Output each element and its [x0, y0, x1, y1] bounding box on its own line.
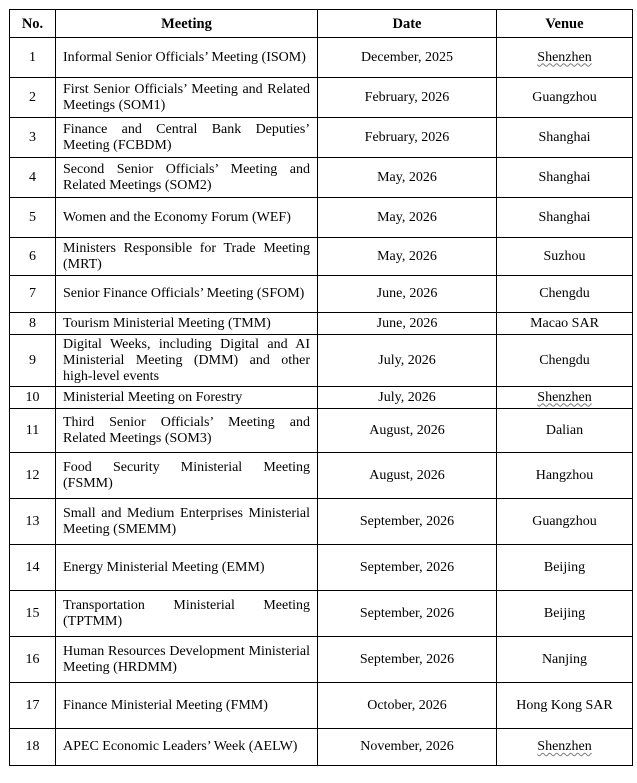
meeting-venue: [497, 238, 633, 276]
meeting-name: Transportation Ministerial Meeting (TPTMM): [56, 591, 318, 637]
meeting-name: Informal Senior Officials’ Meeting (ISOM): [56, 38, 318, 78]
venue-text: Macao SAR: [530, 315, 599, 331]
row-number: 5: [10, 198, 56, 238]
meeting-name: Human Resources Development Ministerial Meeting (HRDMM): [56, 637, 318, 683]
table-row: [10, 198, 633, 238]
row-number: 17: [10, 683, 56, 729]
meeting-venue: [497, 38, 633, 78]
header-meeting: Meeting: [56, 10, 318, 38]
meeting-name: Digital Weeks, including Digital and AI Ministerial Meeting (DMM) and other high-level events: [56, 335, 318, 387]
row-number: 13: [10, 499, 56, 545]
meeting-name: Third Senior Officials’ Meeting and Related Meetings (SOM3): [56, 409, 318, 453]
venue-text: Nanjing: [541, 651, 588, 667]
meeting-date: May, 2026: [318, 158, 497, 198]
table-row: [10, 335, 633, 387]
meeting-name: APEC Economic Leaders’ Week (AELW): [56, 729, 318, 766]
meeting-date: November, 2026: [318, 729, 497, 766]
row-number: 4: [10, 158, 56, 198]
meeting-date: June, 2026: [318, 276, 497, 313]
meeting-date: October, 2026: [318, 683, 497, 729]
venue-text: Chengdu: [539, 286, 590, 301]
meeting-date: February, 2026: [318, 118, 497, 158]
venue-text: Shenzhen: [537, 739, 592, 754]
table-row: [10, 545, 633, 591]
row-number: 2: [10, 78, 56, 118]
venue-text: Guangzhou: [532, 513, 597, 529]
meeting-name: Ministers Responsible for Trade Meeting (MRT): [56, 238, 318, 276]
row-number: 11: [10, 409, 56, 453]
meeting-date: May, 2026: [318, 198, 497, 238]
table-row: [10, 38, 633, 78]
header-row: [10, 10, 633, 38]
row-number: 14: [10, 545, 56, 591]
meeting-venue: [497, 313, 633, 335]
venue-text: Shanghai: [538, 169, 591, 185]
row-number: 1: [10, 38, 56, 78]
venue-text: Shanghai: [538, 129, 591, 145]
meeting-date: February, 2026: [318, 78, 497, 118]
meeting-venue: [497, 729, 633, 766]
meeting-venue: [497, 276, 633, 313]
meeting-venue: [497, 409, 633, 453]
table-row: [10, 453, 633, 499]
meeting-name: Women and the Economy Forum (WEF): [56, 198, 318, 238]
meeting-venue: [497, 683, 633, 729]
table-row: [10, 313, 633, 335]
meeting-date: May, 2026: [318, 238, 497, 276]
meeting-venue: [497, 118, 633, 158]
meeting-venue: [497, 78, 633, 118]
row-number: 18: [10, 729, 56, 766]
venue-text: Dalian: [545, 422, 584, 438]
meeting-name: Ministerial Meeting on Forestry: [56, 387, 318, 409]
table-row: [10, 499, 633, 545]
meeting-venue: [497, 637, 633, 683]
meetings-table: [9, 9, 633, 766]
table-row: [10, 78, 633, 118]
meeting-date: June, 2026: [318, 313, 497, 335]
meeting-date: September, 2026: [318, 545, 497, 591]
venue-text: Guangzhou: [532, 89, 597, 105]
meeting-name: Tourism Ministerial Meeting (TMM): [56, 313, 318, 335]
venue-text: Hangzhou: [535, 467, 594, 483]
meeting-venue: [497, 158, 633, 198]
meeting-date: September, 2026: [318, 591, 497, 637]
table-row: [10, 729, 633, 766]
meeting-name: Finance Ministerial Meeting (FMM): [56, 683, 318, 729]
meeting-venue: [497, 198, 633, 238]
table-row: [10, 409, 633, 453]
meeting-date: December, 2025: [318, 38, 497, 78]
row-number: 8: [10, 313, 56, 335]
meeting-date: July, 2026: [318, 387, 497, 409]
venue-text: Beijing: [543, 559, 586, 575]
meeting-venue: [497, 453, 633, 499]
row-number: 6: [10, 238, 56, 276]
meeting-name: Food Security Ministerial Meeting (FSMM): [56, 453, 318, 499]
row-number: 16: [10, 637, 56, 683]
row-number: 10: [10, 387, 56, 409]
table-row: [10, 238, 633, 276]
meeting-name: Finance and Central Bank Deputies’ Meeting (FCBDM): [56, 118, 318, 158]
table-row: [10, 158, 633, 198]
table-body: [10, 38, 633, 766]
meeting-date: September, 2026: [318, 499, 497, 545]
row-number: 7: [10, 276, 56, 313]
table-row: [10, 591, 633, 637]
meeting-name: Small and Medium Enterprises Ministerial Meeting (SMEMM): [56, 499, 318, 545]
row-number: 15: [10, 591, 56, 637]
meeting-date: August, 2026: [318, 409, 497, 453]
meeting-venue: [497, 499, 633, 545]
meeting-venue: [497, 545, 633, 591]
meeting-venue: [497, 387, 633, 409]
venue-text: Chengdu: [539, 352, 590, 368]
header-no: No.: [10, 10, 56, 38]
venue-text: Shenzhen: [537, 49, 592, 65]
row-number: 12: [10, 453, 56, 499]
row-number: 3: [10, 118, 56, 158]
meeting-venue: [497, 591, 633, 637]
venue-text: Shanghai: [538, 209, 591, 225]
table-row: [10, 387, 633, 409]
meeting-name: Second Senior Officials’ Meeting and Related Meetings (SOM2): [56, 158, 318, 198]
meeting-name: Energy Ministerial Meeting (EMM): [56, 545, 318, 591]
venue-text: Hong Kong SAR: [516, 697, 613, 713]
meeting-date: September, 2026: [318, 637, 497, 683]
meeting-date: August, 2026: [318, 453, 497, 499]
venue-text: Suzhou: [543, 248, 586, 264]
header-venue: Venue: [497, 10, 633, 38]
table-row: [10, 276, 633, 313]
table-row: [10, 683, 633, 729]
table-row: [10, 637, 633, 683]
venue-text: Shenzhen: [537, 389, 592, 405]
meeting-name: First Senior Officials’ Meeting and Related Meetings (SOM1): [56, 78, 318, 118]
venue-text: Beijing: [543, 605, 586, 621]
meeting-venue: [497, 335, 633, 387]
meeting-name: Senior Finance Officials’ Meeting (SFOM): [56, 276, 318, 313]
header-date: Date: [318, 10, 497, 38]
table-row: [10, 118, 633, 158]
meeting-date: July, 2026: [318, 335, 497, 387]
row-number: 9: [10, 335, 56, 387]
